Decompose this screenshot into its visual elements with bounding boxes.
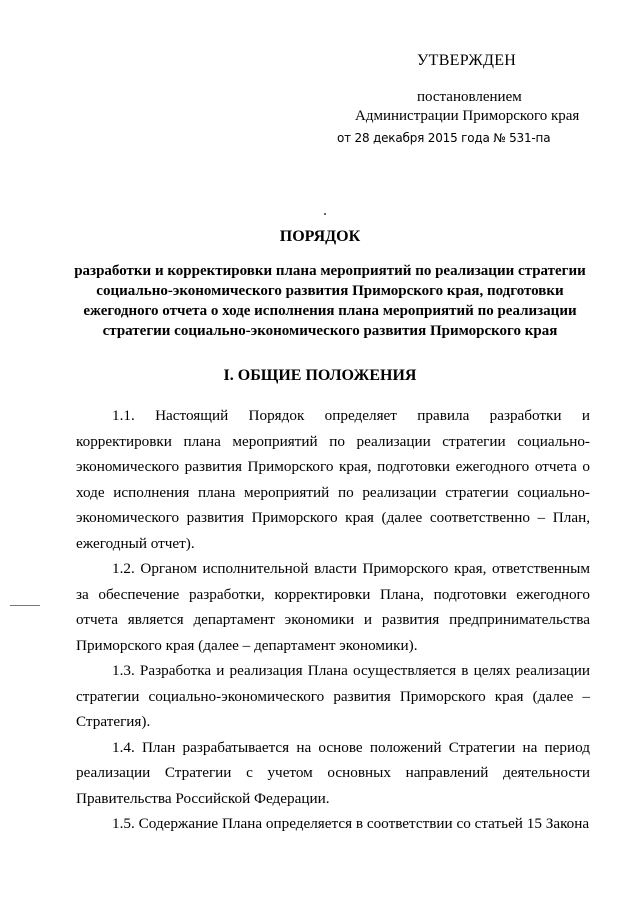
paragraph-1-2: 1.2. Органом исполнительной власти Приморского края, ответственным за обеспечение разработки, корректировки Плана, подготовки ежегодного отчета является департамент экономики и развития предпринимательства Приморского края (далее – департамент экономики). [76,560,590,654]
document-body [76,403,590,837]
approval-date-number: от 28 декабря 2015 года № 531-па [337,131,551,145]
approving-authority: Администрации Приморского края [355,108,580,124]
approved-by-label: постановлением [417,89,522,105]
document-title: ПОРЯДОК [279,228,361,245]
margin-mark [10,605,40,606]
section-title: I. ОБЩИЕ ПОЛОЖЕНИЯ [223,367,417,384]
scan-speck [324,213,326,215]
approved-label: УТВЕРЖДЕН [417,52,517,69]
paragraph-1-1: 1.1. Настоящий Порядок определяет правила разработки и корректировки плана мероприятий по реализации стратегии социально-экономического развития Приморского края, подготовки ежегодного отчета о ходе исполнения плана мероприятий по реализации стратегии социально-экономического развития Приморского края (далее соответственно – План, ежегодный отчет). [76,407,590,552]
paragraph-1-4: 1.4. План разрабатывается на основе положений Стратегии на период реализации Стратегии с учетом основных направлений деятельности Правительства Российской Федерации. [76,738,590,807]
paragraph-1-5: 1.5. Содержание Плана определяется в соответствии со статьей 15 Закона [112,815,590,832]
document-subtitle: разработки и корректировки плана мероприятий по реализации стратегии социально-экономического развития Приморского края, подготовки ежегодного отчета о ходе исполнения плана мероприятий по реализации стратегии социально-экономического развития Приморского края [74,263,586,339]
paragraph-1-3: 1.3. Разработка и реализация Плана осуществляется в целях реализации стратегии социально-экономического развития Приморского края (далее – Стратегия). [76,662,590,730]
